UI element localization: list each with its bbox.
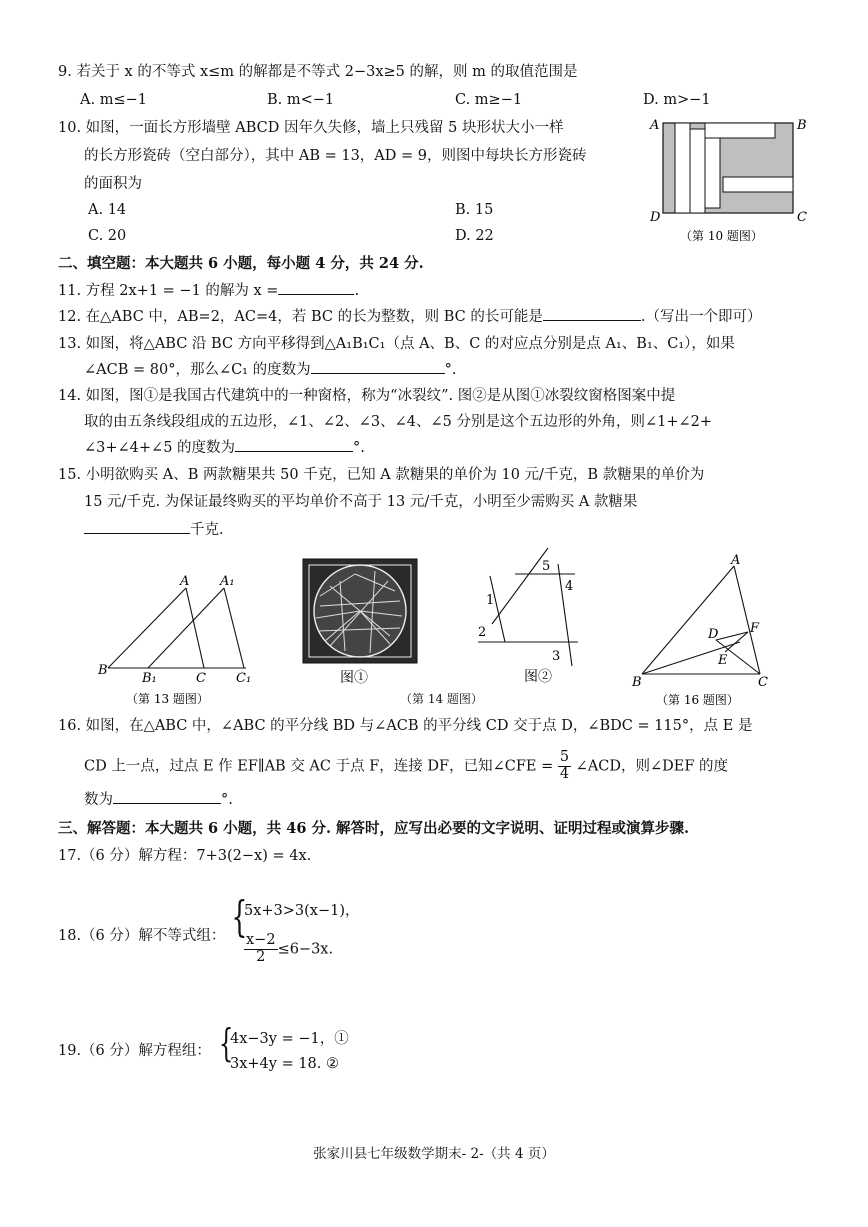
fig16-label-d: D bbox=[708, 627, 719, 642]
q18-label: 18.（6 分）解不等式组： bbox=[58, 928, 226, 944]
q9-stem: 9. 若关于 x 的不等式 x≤m 的解都是不等式 2−3x≥5 的解，则 m 的取值范围是 bbox=[58, 64, 578, 80]
fig13-label-b1: B₁ bbox=[142, 671, 157, 686]
fig14b-caption: 图② bbox=[524, 669, 552, 685]
q10-option-a: A. 14 bbox=[88, 202, 127, 218]
q10-option-b: B. 15 bbox=[455, 202, 494, 218]
q14-line3: ∠3+∠4+∠5 的度数为 bbox=[84, 440, 236, 456]
q12-answer-blank[interactable] bbox=[543, 319, 641, 321]
fig14b-angle-4: 4 bbox=[565, 579, 574, 594]
fig16-caption: （第 16 题图） bbox=[656, 693, 739, 707]
q14-end: °. bbox=[353, 440, 365, 456]
q18-frac-den: 2 bbox=[256, 948, 266, 965]
q18-brace: { bbox=[231, 892, 248, 941]
fig10-caption: （第 10 题图） bbox=[680, 229, 763, 243]
q9-option-c: C. m≥−1 bbox=[455, 92, 523, 108]
q15-line2: 15 元/千克. 为保证最终购买的平均单价不高于 13 元/千克，小明至少需购买 A 款糖果 bbox=[84, 494, 638, 510]
fig10-diagram bbox=[648, 115, 818, 245]
fig16-label-f: F bbox=[750, 621, 760, 636]
q10-line1: 10. 如图，一面长方形墙壁 ABCD 因年久失修，墙上只残留 5 块形状大小一样 bbox=[58, 120, 564, 136]
fig14b-angle-5: 5 bbox=[542, 559, 551, 574]
q19-brace: { bbox=[218, 1021, 234, 1065]
fig16-label-b: B bbox=[632, 675, 642, 690]
q15-line1: 15. 小明欲购买 A、B 两款糖果共 50 千克，已知 A 款糖果的单价为 10 元/千克，B 款糖果的单价为 bbox=[58, 467, 705, 483]
q14-line3-wrap bbox=[84, 440, 365, 457]
q18-frac bbox=[244, 933, 278, 966]
fig14-caption: （第 14 题图） bbox=[400, 692, 483, 706]
fig13-label-c1: C₁ bbox=[236, 671, 252, 686]
q12 bbox=[58, 309, 761, 326]
q10-option-c: C. 20 bbox=[88, 228, 127, 244]
q19-eq2: 3x+4y = 18. ② bbox=[230, 1056, 340, 1072]
fig10-label-b: B bbox=[797, 118, 807, 133]
q18-eq2-rest: ≤6−3x. bbox=[277, 941, 334, 958]
q16-end: °. bbox=[221, 792, 233, 808]
q10-line3: 的面积为 bbox=[84, 176, 142, 192]
q13-line2: ∠ACB = 80°，那么∠C₁ 的度数为 bbox=[84, 362, 311, 378]
q16-line3: 数为 bbox=[84, 792, 113, 808]
fig13-diagram bbox=[96, 568, 266, 713]
q16-line2b: ∠ACD，则∠DEF 的度 bbox=[575, 758, 729, 775]
fig14b-angle-2: 2 bbox=[478, 625, 487, 640]
fig13-label-a: A bbox=[180, 574, 190, 589]
fig10-label-c: C bbox=[797, 210, 807, 225]
q10-option-d: D. 22 bbox=[455, 228, 494, 244]
q13-line1: 13. 如图，将△ABC 沿 BC 方向平移得到△A₁B₁C₁（点 A、B、C 的对应点分别是点 A₁、B₁、C₁），如果 bbox=[58, 336, 735, 352]
fig16-label-c: C bbox=[758, 675, 768, 690]
q18-eq2 bbox=[244, 933, 333, 966]
q13-line2-wrap bbox=[84, 362, 456, 379]
q19-label: 19.（6 分）解方程组： bbox=[58, 1043, 211, 1059]
q15-answer-blank[interactable] bbox=[84, 532, 190, 534]
section3-heading: 三、解答题：本大题共 6 小题，共 46 分. 解答时，应写出必要的文字说明、证明过程或演算步骤. bbox=[58, 820, 690, 837]
q11-end: . bbox=[354, 283, 360, 299]
q16-frac-den: 4 bbox=[559, 765, 570, 782]
fig14b-angle-1: 1 bbox=[486, 593, 495, 608]
q14-line1: 14. 如图，图①是我国古代建筑中的一种窗格，称为“冰裂纹”. 图②是从图①冰裂纹窗格图案中提 bbox=[58, 388, 676, 404]
q11 bbox=[58, 283, 359, 300]
q16-line2a: CD 上一点，过点 E 作 EF∥AB 交 AC 于点 F，连接 DF，已知∠CFE = bbox=[84, 758, 554, 775]
fig14b-angle-3: 3 bbox=[552, 649, 561, 664]
fig10-label-a: A bbox=[650, 118, 660, 133]
fig16-diagram bbox=[630, 552, 780, 714]
fig13-label-b: B bbox=[98, 663, 108, 678]
q12-text: 12. 在△ABC 中，AB=2，AC=4，若 BC 的长为整数，则 BC 的长可能是 bbox=[58, 309, 543, 325]
q17: 17.（6 分）解方程：7+3(2−x) = 4x. bbox=[58, 848, 312, 864]
q14-answer-blank[interactable] bbox=[235, 450, 353, 452]
page-footer: 张家川县七年级数学期末- 2-（共 4 页） bbox=[313, 1146, 555, 1162]
fig14a-caption: 图① bbox=[340, 670, 368, 686]
fig13-label-c: C bbox=[196, 671, 206, 686]
q19-eq1: 4x−3y = −1，① bbox=[230, 1031, 349, 1047]
q16-line1: 16. 如图，在△ABC 中，∠ABC 的平分线 BD 与∠ACB 的平分线 CD 交于点 D，∠BDC = 115°，点 E 是 bbox=[58, 718, 753, 734]
q12-end: .（写出一个即可） bbox=[640, 309, 762, 325]
q11-text: 11. 方程 2x+1 = −1 的解为 x = bbox=[58, 283, 279, 299]
fig14b-pentagon bbox=[470, 546, 590, 691]
q16-answer-blank[interactable] bbox=[113, 802, 221, 804]
q15-end: 千克. bbox=[190, 522, 224, 538]
q13-end: °. bbox=[444, 362, 457, 378]
fig14a-window-pattern bbox=[300, 556, 420, 686]
q18-eq1: 5x+3>3(x−1)， bbox=[244, 903, 360, 919]
q18-frac-num: x−2 bbox=[246, 932, 276, 948]
q16-line2 bbox=[84, 750, 728, 783]
q15-line3-wrap bbox=[84, 522, 224, 539]
fig16-label-a: A bbox=[731, 553, 741, 568]
q16-line3-wrap bbox=[84, 792, 233, 809]
q14-line2: 取的由五条线段组成的五边形，∠1、∠2、∠3、∠4、∠5 分别是这个五边形的外角，则∠1+∠2+ bbox=[84, 414, 713, 430]
section2-heading: 二、填空题：本大题共 6 小题，每小题 4 分，共 24 分. bbox=[58, 255, 424, 272]
q9-option-d: D. m>−1 bbox=[643, 92, 711, 108]
q16-frac-num: 5 bbox=[559, 749, 570, 765]
fig16-label-e: E bbox=[718, 653, 728, 668]
fig13-caption: （第 13 题图） bbox=[126, 692, 209, 706]
q11-answer-blank[interactable] bbox=[278, 293, 354, 295]
fig13-label-a1: A₁ bbox=[220, 574, 235, 589]
q13-answer-blank[interactable] bbox=[311, 372, 445, 374]
q9-option-b: B. m<−1 bbox=[267, 92, 335, 108]
fig10-label-d: D bbox=[650, 210, 661, 225]
q10-line2: 的长方形瓷砖（空白部分），其中 AB = 13，AD = 9，则图中每块长方形瓷砖 bbox=[84, 148, 587, 164]
q16-fraction bbox=[558, 750, 571, 783]
q9-option-a: A. m≤−1 bbox=[80, 92, 147, 108]
